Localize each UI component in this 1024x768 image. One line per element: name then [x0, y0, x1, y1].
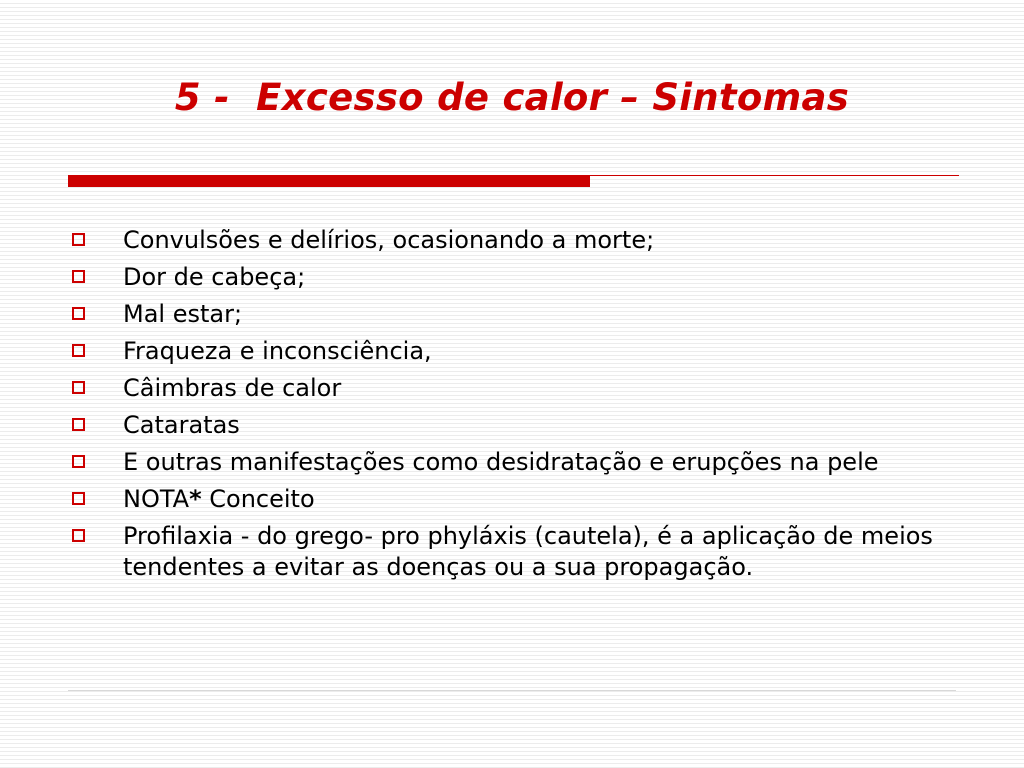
bullet-item [70, 336, 970, 367]
bullet-item [70, 410, 970, 441]
hollow-square-icon [72, 270, 85, 283]
bullet-item [70, 373, 970, 404]
hollow-square-icon [72, 455, 85, 468]
bullet-list [70, 225, 970, 589]
bullet-item-nota [70, 484, 970, 515]
bullet-text: Mal estar; [123, 300, 243, 328]
hollow-square-icon [72, 418, 85, 431]
bullet-text: Câimbras de calor [123, 374, 342, 402]
hollow-square-icon [72, 529, 85, 542]
bullet-text: E outras manifestações como desidratação e erupções na pele [123, 448, 879, 476]
footer-divider [68, 690, 956, 691]
bullet-text: Dor de cabeça; [123, 263, 306, 291]
bullet-text: Fraqueza e inconsciência, [123, 337, 432, 365]
title-underline-thick [68, 175, 590, 187]
bullet-text: Profilaxia - do grego- pro phyláxis (cautela), é a aplicação de meios tendentes a evitar as doenças ou a sua propagação. [123, 522, 933, 581]
bullet-item [70, 225, 970, 256]
nota-asterisk: * [189, 485, 202, 513]
bullet-item [70, 299, 970, 330]
bullet-item [70, 521, 970, 583]
bullet-text: Convulsões e delírios, ocasionando a morte; [123, 226, 655, 254]
nota-label: NOTA [123, 485, 190, 513]
bullet-item [70, 447, 970, 478]
title-underline-thin [590, 175, 959, 176]
hollow-square-icon [72, 307, 85, 320]
hollow-square-icon [72, 492, 85, 505]
bullet-item [70, 262, 970, 293]
slide-title: 5 - Excesso de calor – Sintomas [174, 76, 850, 119]
nota-concept-text: Conceito [201, 485, 315, 513]
hollow-square-icon [72, 344, 85, 357]
hollow-square-icon [72, 233, 85, 246]
bullet-text: Cataratas [123, 411, 240, 439]
hollow-square-icon [72, 381, 85, 394]
